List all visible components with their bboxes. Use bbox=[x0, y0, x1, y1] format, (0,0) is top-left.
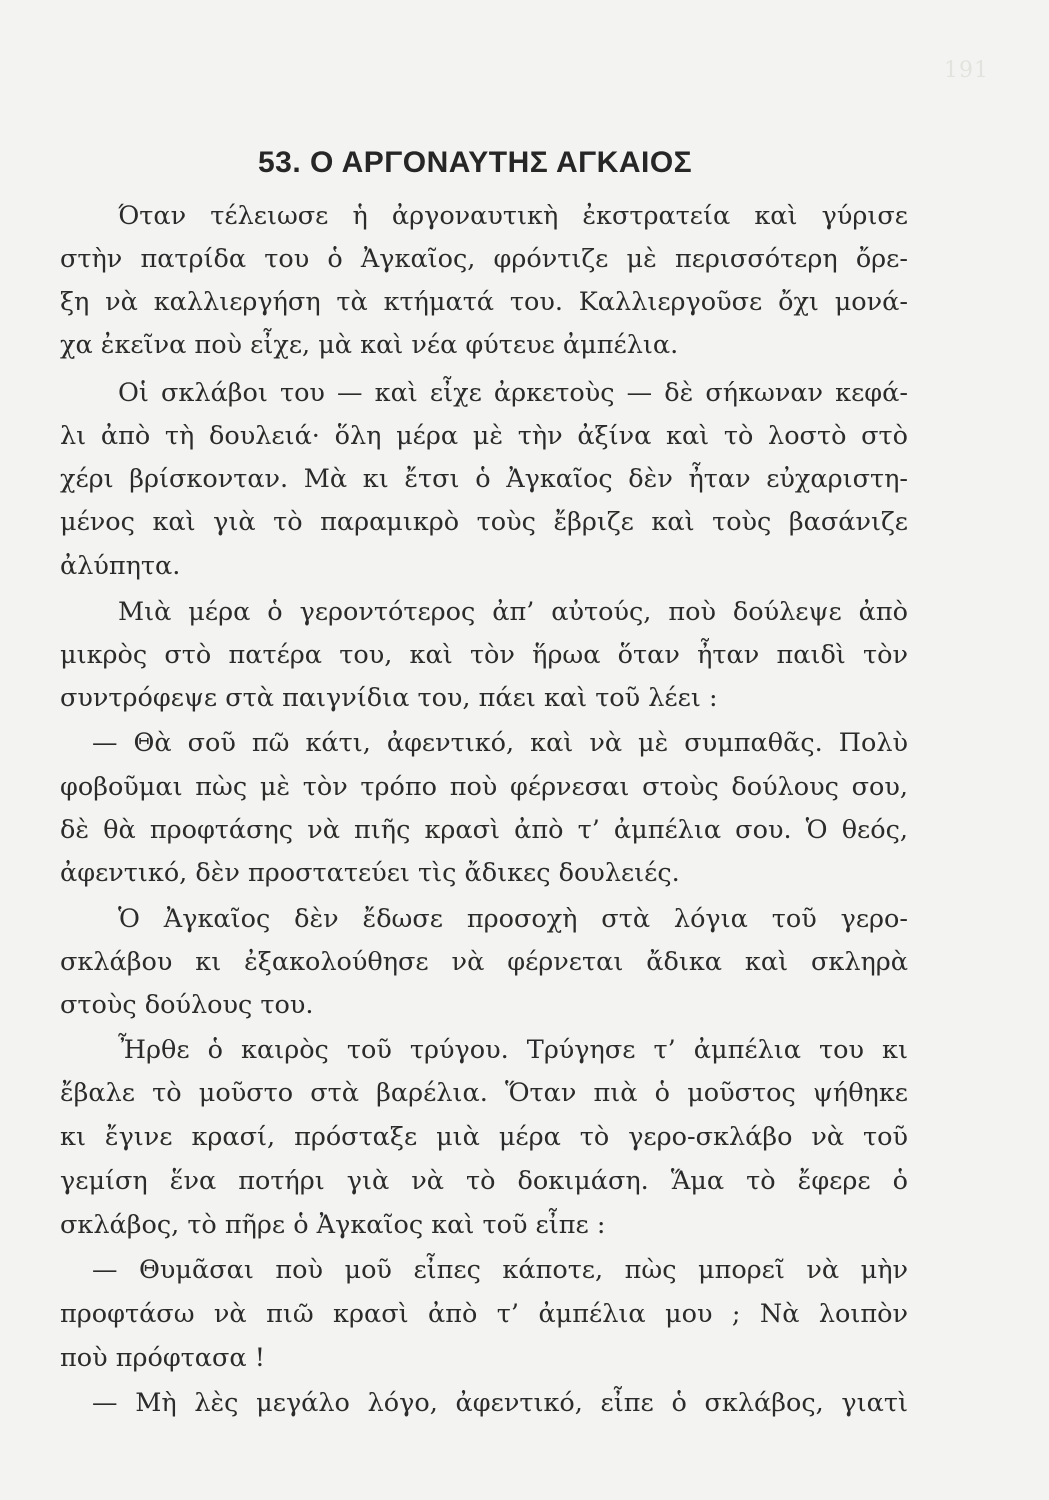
text-line-3: ξη νὰ καλλιεργήση τὰ κτήματά του. Καλλιεργοῦσε ὄχι μονά- bbox=[60, 287, 908, 317]
text-line-22: κι ἔγινε κρασί, πρόσταξε μιὰ μέρα τὸ γερο-σκλάβο νὰ τοῦ bbox=[60, 1122, 908, 1152]
text-line-18: σκλάβου κι ἐξακολούθησε νὰ φέρνεται ἄδικα καὶ σκληρὰ bbox=[60, 947, 908, 977]
text-line-5: Οἱ σκλάβοι του — καὶ εἶχε ἀρκετοὺς — δὲ σήκωναν κεφά- bbox=[118, 378, 908, 408]
text-line-2: στὴν πατρίδα του ὁ Ἀγκαῖος, φρόντιζε μὲ περισσότερη ὄρε- bbox=[60, 244, 908, 274]
text-line-17: Ὁ Ἀγκαῖος δὲν ἔδωσε προσοχὴ στὰ λόγια τοῦ γερο- bbox=[118, 904, 908, 934]
chapter-title: 53. Ο ΑΡΓΟΝΑΥΤΗΣ ΑΓΚΑΙΟΣ bbox=[258, 146, 693, 179]
text-line-12: συντρόφεψε στὰ παιγνίδια του, πάει καὶ τοῦ λέει : bbox=[60, 683, 718, 713]
text-line-14: φοβοῦμαι πὼς μὲ τὸν τρόπο ποὺ φέρνεσαι στοὺς δούλους σου, bbox=[60, 772, 908, 802]
text-line-21: ἔβαλε τὸ μοῦστο στὰ βαρέλια. Ὅταν πιὰ ὁ μοῦστος ψήθηκε bbox=[60, 1078, 908, 1108]
text-line-13: — Θὰ σοῦ πῶ κάτι, ἀφεντικό, καὶ νὰ μὲ συμπαθᾶς. Πολὺ bbox=[92, 728, 908, 758]
text-line-26: προφτάσω νὰ πιῶ κρασὶ ἀπὸ τ’ ἀμπέλια μου ; Νὰ λοιπὸν bbox=[60, 1299, 908, 1329]
text-line-15: δὲ θὰ προφτάσης νὰ πιῆς κρασὶ ἀπὸ τ’ ἀμπέλια σου. Ὁ θεός, bbox=[60, 815, 908, 845]
text-line-4: χα ἐκεῖνα ποὺ εἶχε, μὰ καὶ νέα φύτευε ἀμπέλια. bbox=[60, 330, 679, 360]
text-line-24: σκλάβος, τὸ πῆρε ὁ Ἀγκαῖος καὶ τοῦ εἶπε : bbox=[60, 1210, 606, 1240]
text-line-1: Όταν τέλειωσε ἡ ἀργοναυτικὴ ἐκστρατεία καὶ γύρισε bbox=[118, 201, 908, 231]
text-line-27: ποὺ πρόφτασα ! bbox=[60, 1343, 265, 1373]
text-line-9: ἀλύπητα. bbox=[60, 551, 181, 581]
text-line-25: — Θυμᾶσαι ποὺ μοῦ εἶπες κάποτε, πὼς μπορεῖ νὰ μὴν bbox=[92, 1255, 908, 1285]
bleed-through-page-number: 191 bbox=[944, 58, 989, 83]
text-line-19: στοὺς δούλους του. bbox=[60, 990, 314, 1020]
text-line-7: χέρι βρίσκονταν. Μὰ κι ἔτσι ὁ Ἀγκαῖος δὲν ἦταν εὐχαριστη- bbox=[60, 464, 908, 494]
text-line-16: ἀφεντικό, δὲν προστατεύει τὶς ἄδικες δουλειές. bbox=[60, 858, 680, 888]
text-line-6: λι ἀπὸ τὴ δουλειά· ὅλη μέρα μὲ τὴν ἀξίνα καὶ τὸ λοστὸ στὸ bbox=[60, 421, 908, 451]
text-line-23: γεμίση ἕνα ποτήρι γιὰ νὰ τὸ δοκιμάση. Ἅμα τὸ ἔφερε ὁ bbox=[60, 1166, 908, 1196]
text-line-8: μένος καὶ γιὰ τὸ παραμικρὸ τοὺς ἔβριζε καὶ τοὺς βασάνιζε bbox=[60, 507, 908, 537]
text-line-28: — Μὴ λὲς μεγάλο λόγο, ἀφεντικό, εἶπε ὁ σκλάβος, γιατὶ bbox=[92, 1388, 908, 1418]
text-line-11: μικρὸς στὸ πατέρα του, καὶ τὸν ἥρωα ὅταν ἦταν παιδὶ τὸν bbox=[60, 640, 908, 670]
text-line-20: Ἦρθε ὁ καιρὸς τοῦ τρύγου. Τρύγησε τ’ ἀμπέλια του κι bbox=[118, 1035, 908, 1065]
text-line-10: Μιὰ μέρα ὁ γεροντότερος ἀπ’ αὐτούς, ποὺ δούλεψε ἀπὸ bbox=[118, 597, 908, 627]
